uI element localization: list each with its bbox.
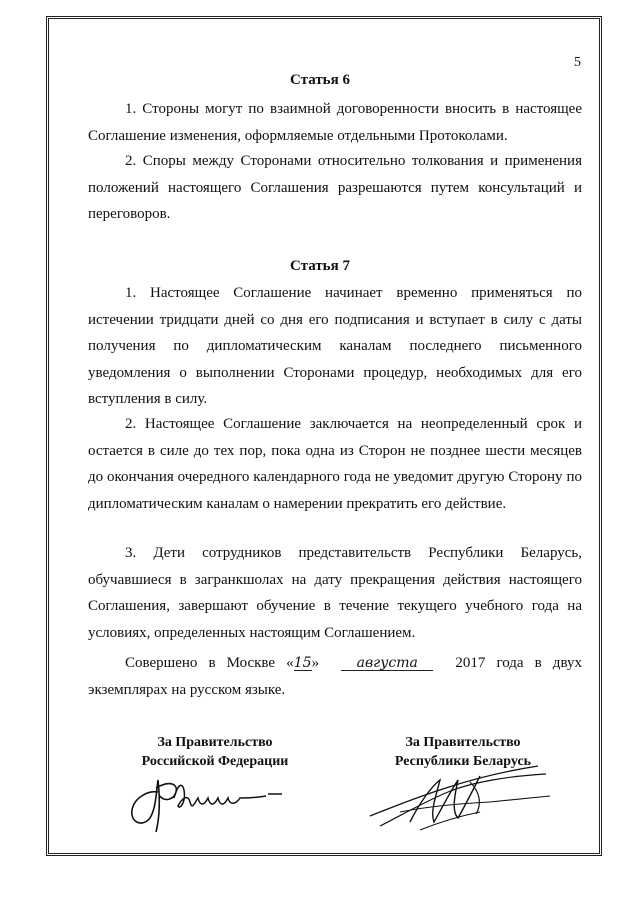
article-7-paragraph-1: 1. Настоящее Соглашение начинает временно применяться по истечении тридцати дней со дня его подписания и вступает в силу с даты получения по дипломатическим каналам последнего письменного уведомления о выполнении Сторонами процедур, необходимых для его вступления в силу. (88, 285, 582, 407)
signature-belarus-image (350, 752, 560, 842)
signatory-belarus-line-2: Республики Беларусь (394, 754, 532, 769)
article-7-paragraph-2: 2. Настоящее Соглашение заключается на неопределенный срок и остается в силе до тех пор, пока одна из Сторон не позднее шести месяцев до окончания очередного календарного года не уведомит другую Сторону по дипломатическим каналам о намерении прекратить его действие. (88, 416, 582, 512)
signatory-russia-line-2: Российской Федерации (141, 754, 289, 769)
article-6-paragraph-1: 1. Стороны могут по взаимной договоренности вносить в настоящее Соглашение изменения, оформляемые отдельными Протоколами. (88, 101, 582, 144)
signature-russia-image (120, 758, 290, 838)
handwritten-day: 15 (293, 655, 312, 671)
handwritten-month: августа (341, 656, 433, 671)
article-6-title: Статья 6 (290, 72, 350, 88)
closing-paragraph: Совершено в Москве «15» августа 2017 года в двух экземплярах на русском языке. (88, 655, 583, 698)
page-number: 5 (574, 55, 581, 70)
article-6-paragraph-2: 2. Споры между Сторонами относительно толкования и применения положений настоящего Соглашения разрешаются путем консультаций и переговоров. (88, 153, 582, 222)
article-7-paragraph-3: 3. Дети сотрудников представительств Республики Беларусь, обучавшиеся в загранкшолах на дату прекращения действия настоящего Соглашения, завершают обучение в течение текущего учебного года на условиях, определенных настоящим Соглашением. (88, 545, 582, 641)
signatory-belarus-line-1: За Правительство (405, 735, 521, 750)
signatory-russia-line-1: За Правительство (157, 735, 273, 750)
article-7-title: Статья 7 (290, 258, 350, 274)
